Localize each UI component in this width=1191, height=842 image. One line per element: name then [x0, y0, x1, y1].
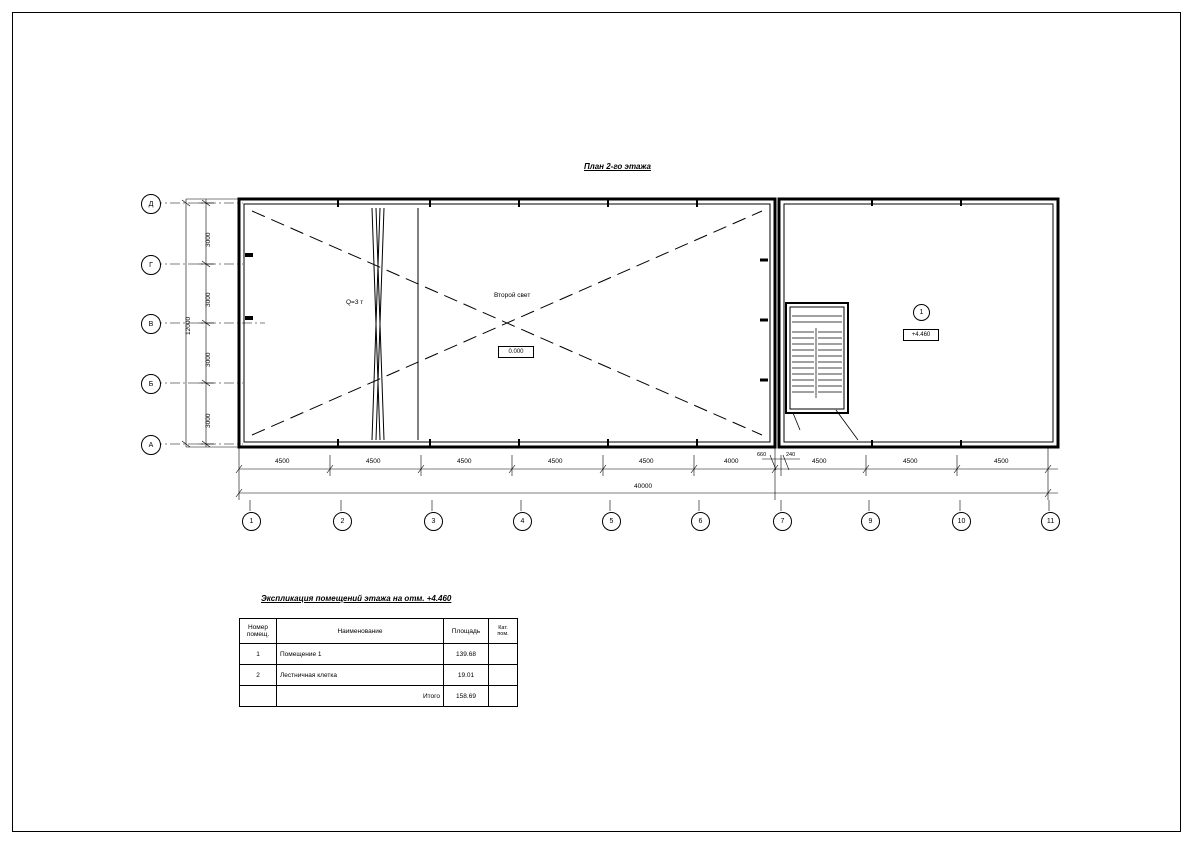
level-mark-room: +4.460	[903, 329, 939, 341]
vertical-dim-2: 3000	[205, 292, 212, 307]
plan-title: План 2-го этажа	[584, 162, 651, 171]
horizontal-dim-6: 4000	[724, 458, 739, 465]
axis-label: А	[148, 441, 154, 449]
horizontal-dim-3: 4500	[457, 458, 472, 465]
explication-title: Экспликация помещений этажа на отм. +4.460	[261, 594, 452, 603]
axis-label: Г	[149, 261, 153, 269]
second-light-label: Второй свет	[494, 292, 531, 299]
row-name: Помещение 1	[277, 644, 444, 665]
vertical-dim-3: 3000	[205, 352, 212, 367]
small-dim-240: 240	[786, 452, 796, 458]
header-name: Наименование	[277, 619, 444, 644]
vertical-total-dim: 12000	[185, 316, 192, 335]
horizontal-dim-4: 4500	[548, 458, 563, 465]
vertical-dim-1: 3000	[205, 232, 212, 247]
axis-circle-9	[861, 512, 880, 531]
explication-table	[239, 618, 518, 707]
axis-circle-1	[242, 512, 261, 531]
horizontal-dim-8: 4500	[903, 458, 918, 465]
horizontal-dim-9: 4500	[994, 458, 1009, 465]
table-row	[240, 644, 518, 665]
header-area: Площадь	[444, 619, 489, 644]
axis-circle-2	[333, 512, 352, 531]
axis-circle-b	[141, 374, 161, 394]
vertical-dim-4: 3000	[205, 413, 212, 428]
axis-label: 6	[698, 518, 703, 525]
row-area: 139.68	[444, 644, 489, 665]
header-category: Кат. пом.	[489, 619, 518, 644]
table-row	[240, 665, 518, 686]
axis-label: 11	[1046, 518, 1055, 525]
axis-label: В	[148, 320, 154, 328]
table-header-row	[240, 619, 518, 644]
row-category	[489, 644, 518, 665]
axis-label: Д	[148, 200, 154, 208]
row-number: 1	[240, 644, 277, 665]
axis-circle-d	[141, 194, 161, 214]
header-number: Номер помещ.	[240, 619, 277, 644]
total-blank	[240, 686, 277, 707]
axis-label: 10	[957, 518, 966, 525]
total-value: 158.69	[444, 686, 489, 707]
row-name: Лестничная клетка	[277, 665, 444, 686]
axis-label: 7	[780, 518, 785, 525]
room-number-marker	[913, 304, 930, 321]
row-area: 19.01	[444, 665, 489, 686]
horizontal-dim-1: 4500	[275, 458, 290, 465]
axis-circle-4	[513, 512, 532, 531]
table-total-row	[240, 686, 518, 707]
level-mark-zero: 0.000	[498, 346, 534, 358]
axis-label: 4	[520, 518, 525, 525]
axis-circle-5	[602, 512, 621, 531]
total-label: Итого	[277, 686, 444, 707]
axis-label: 9	[868, 518, 873, 525]
axis-circle-11	[1041, 512, 1060, 531]
row-category	[489, 665, 518, 686]
axis-label: 3	[431, 518, 436, 525]
axis-circle-a	[141, 435, 161, 455]
axis-circle-g	[141, 255, 161, 275]
axis-circle-10	[952, 512, 971, 531]
axis-label: 5	[609, 518, 614, 525]
room-number-label: 1	[919, 309, 924, 316]
horizontal-dim-5: 4500	[639, 458, 654, 465]
axis-circle-7	[773, 512, 792, 531]
horizontal-dim-2: 4500	[366, 458, 381, 465]
small-dim-660: 660	[757, 452, 767, 458]
axis-circle-6	[691, 512, 710, 531]
axis-circle-v	[141, 314, 161, 334]
horizontal-total-dim: 40000	[634, 483, 653, 490]
axis-circle-3	[424, 512, 443, 531]
axis-label: Б	[148, 380, 154, 388]
axis-label: 1	[249, 518, 254, 525]
horizontal-dim-7: 4500	[812, 458, 827, 465]
row-number: 2	[240, 665, 277, 686]
crane-capacity-label: Q=3 т	[346, 299, 364, 306]
axis-label: 2	[340, 518, 345, 525]
total-category	[489, 686, 518, 707]
